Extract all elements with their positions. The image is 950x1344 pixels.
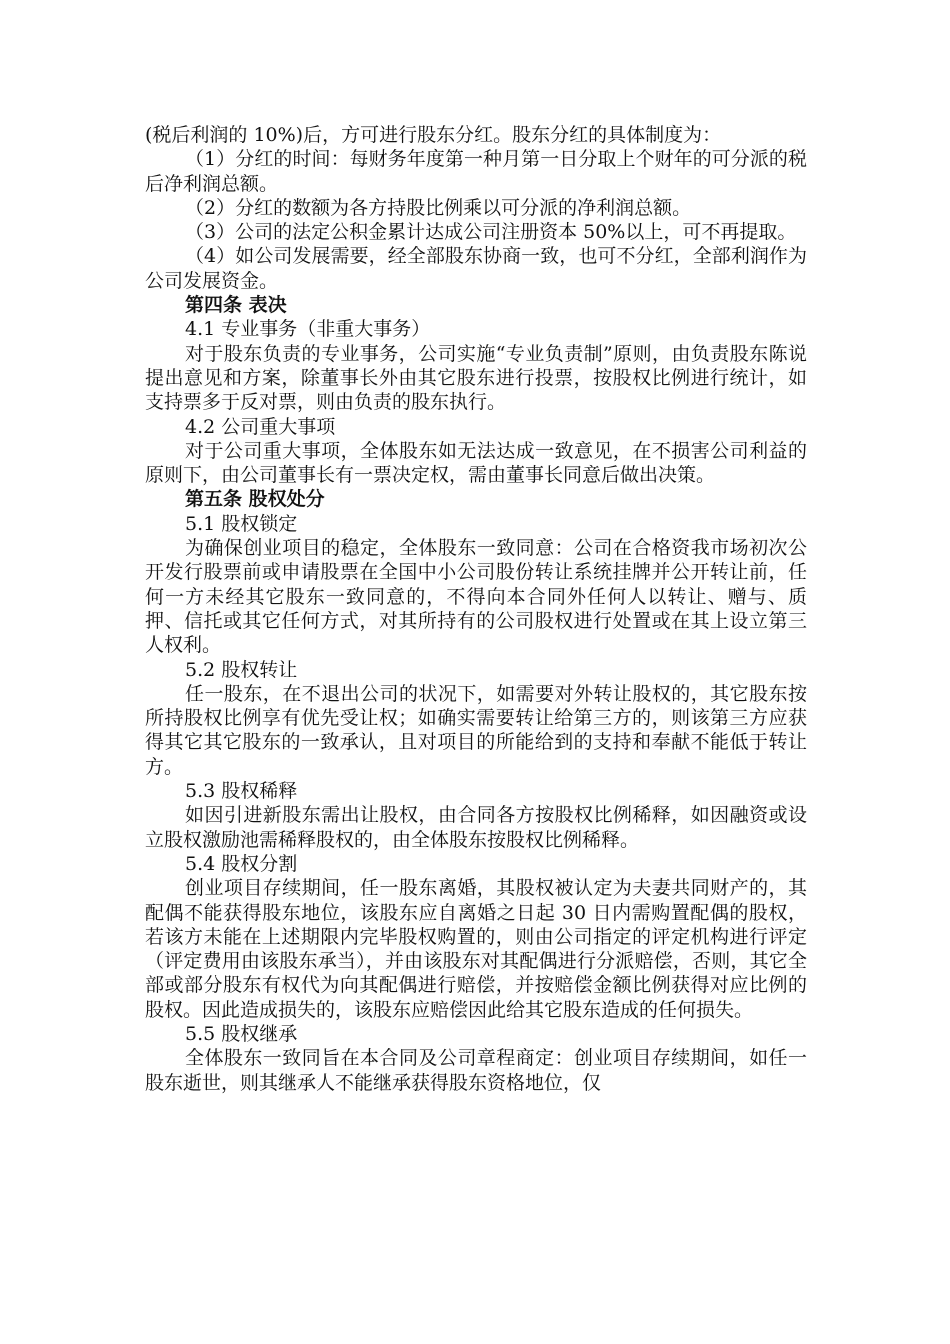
paragraph: （1）分红的时间：每财务年度第一种月第一日分取上个财年的可分派的税后净利润总额。 (145, 148, 807, 195)
paragraph: 任一股东，在不退出公司的状况下，如需要对外转让股权的，其它股东按所持股权比例享有优先受让权；如确实需要转让给第三方的，则该第三方应获得其它其它股东的一致承认，且对项目的所能给到的支持和奉献不能低于转让方。 (145, 682, 807, 778)
paragraph: 对于股东负责的专业事务，公司实施“专业负责制”原则，由负责股东陈说提出意见和方案，除董事长外由其它股东进行投票，按股权比例进行统计，如支持票多于反对票，则由负责的股东执行。 (145, 342, 807, 414)
subsection-title: 5.1 股权锁定 (185, 512, 298, 535)
paragraph: 全体股东一致同旨在本合同及公司章程商定：创业项目存续期间，如任一股东逝世，则其继承人不能继承获得股东资格地位，仅 (145, 1047, 807, 1094)
paragraph: 对于公司重大事项，全体股东如无法达成一致意见，在不损害公司利益的原则下，由公司董事长有一票决定权，需由董事长同意后做出决策。 (145, 439, 807, 487)
paragraph: (税后利润的 10%)后，方可进行股东分红。股东分红的具体制度为： (145, 124, 722, 146)
subsection-title: 4.2 公司重大事项 (185, 415, 336, 438)
paragraph: （3）公司的法定公积金累计达成公司注册资本 50%以上，可不再提取。 (185, 221, 797, 244)
subsection-title: 5.5 股权继承 (185, 1022, 298, 1045)
document-page (145, 123, 807, 1095)
paragraph: 为确保创业项目的稳定，全体股东一致同意：公司在合格资我市场初次公开发行股票前或申请股票在全国中小公司股份转让系统挂牌并公开转让前，任何一方未经其它股东一致同意的，不得向本合同外任何人以转让、赠与、质押、信托或其它任何方式，对其所持有的公司股权进行处置或在其上设立第三人权利。 (145, 537, 807, 657)
paragraph: （4）如公司发展需要，经全部股东协商一致，也可不分红，全部利润作为公司发展资金。 (145, 245, 807, 292)
section-heading: 第四条 表决 (185, 294, 287, 317)
section-heading: 第五条 股权处分 (185, 488, 325, 511)
paragraph: 创业项目存续期间，任一股东离婚，其股权被认定为夫妻共同财产的，其配偶不能获得股东地位，该股东应自离婚之日起 30 日内需购置配偶的股权，若该方未能在上述期限内完毕股权购置的，则由公司指定的评定机构进行评定（评定费用由该股东承当），并由该股东对其配偶进行分派赔偿，否则，其它全部或部分股东有权代为向其配偶进行赔偿，并按赔偿金额比例获得对应比例的股权。因此造成损失的，该股东应赔偿因此给其它股东造成的任何损失。 (145, 877, 807, 1021)
subsection-title: 5.2 股权转让 (185, 658, 298, 681)
subsection-title: 4.1 专业事务（非重大事务） (185, 318, 431, 341)
subsection-title: 5.3 股权稀释 (185, 780, 298, 803)
paragraph: （2）分红的数额为各方持股比例乘以可分派的净利润总额。 (185, 196, 692, 219)
paragraph: 如因引进新股东需出让股权，由合同各方按股权比例稀释，如因融资或设立股权激励池需稀释股权的，由全体股东按股权比例稀释。 (145, 804, 807, 851)
subsection-title: 5.4 股权分割 (185, 852, 298, 875)
